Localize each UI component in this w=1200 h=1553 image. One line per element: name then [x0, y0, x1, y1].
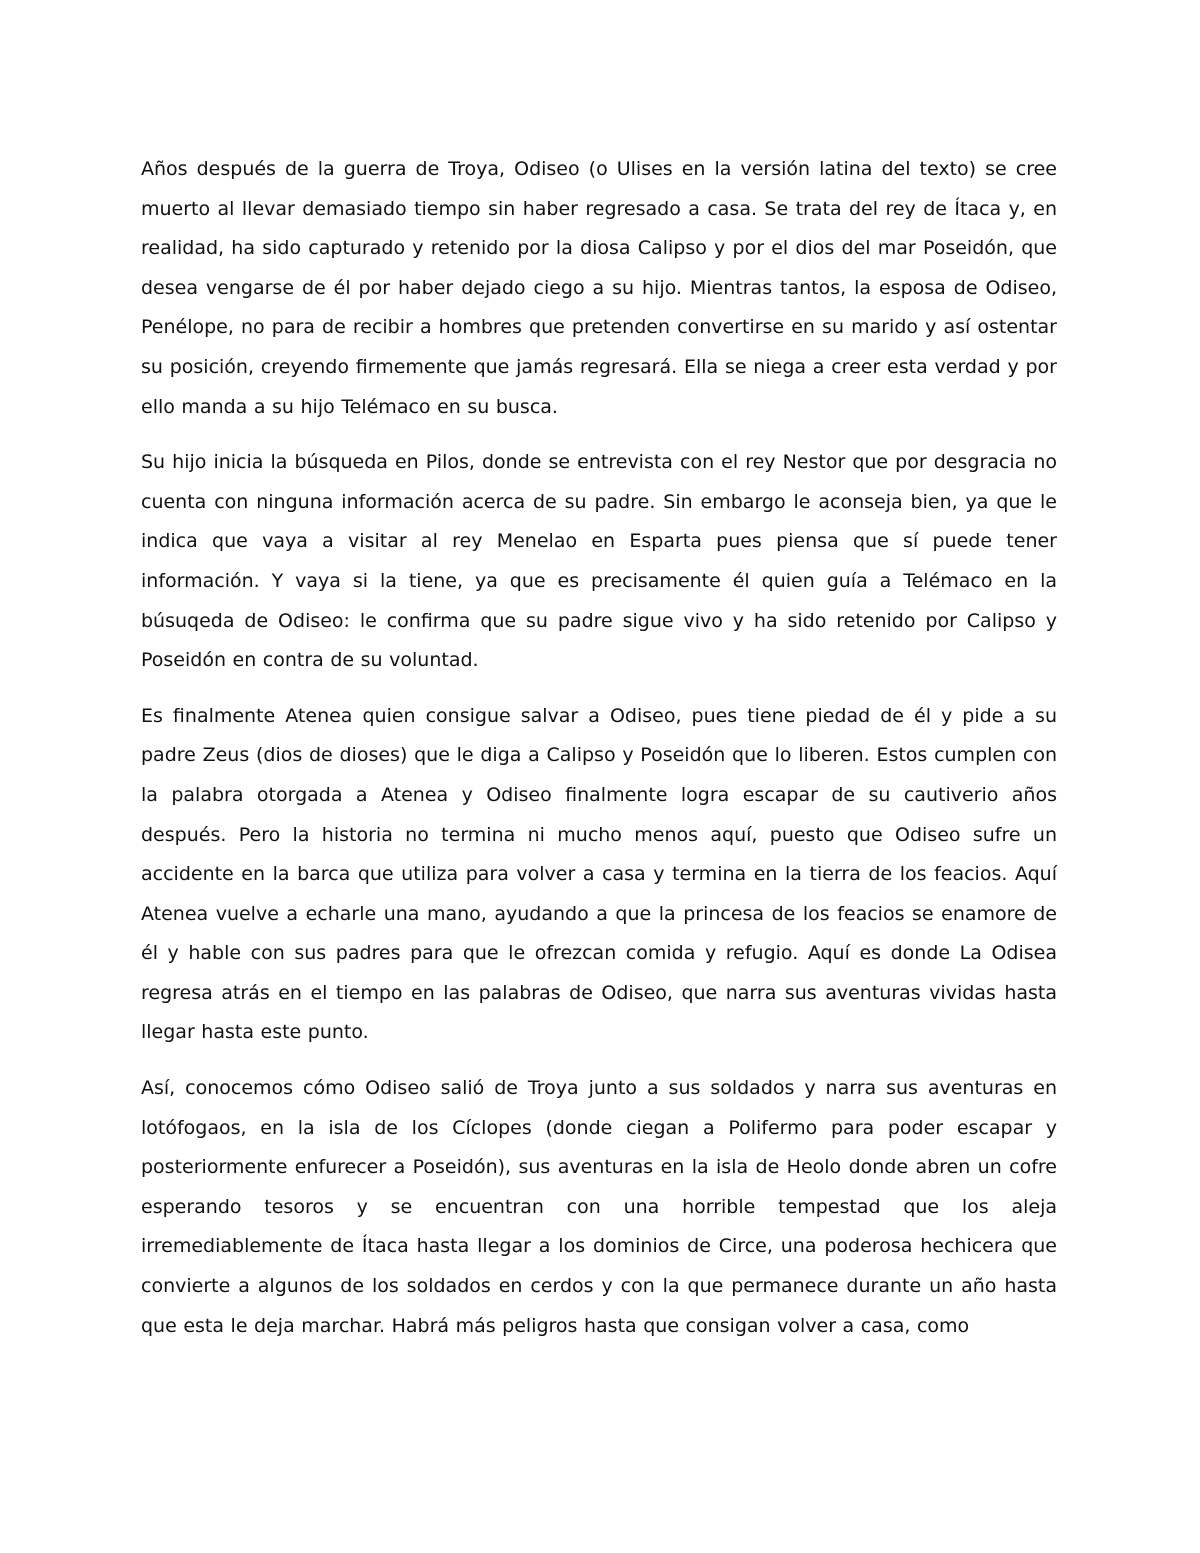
paragraph-1: Años después de la guerra de Troya, Odiseo (o Ulises en la versión latina del texto) se cree muerto al llevar demasiado tiempo sin haber regresado a casa. Se trata del rey de Ítaca y, en realidad, ha sido capturado y retenido por la diosa Calipso y por el dios del mar Poseidón, que desea vengarse de él por haber dejado ciego a su hijo. Mientras tantos, la esposa de Odiseo, Penélope, no para de recibir a hombres que pretenden convertirse en su marido y así ostentar su posición, creyendo firmemente que jamás regresará. Ella se niega a creer esta verdad y por ello manda a su hijo Telémaco en su busca. [141, 158, 1057, 418]
paragraph-2: Su hijo inicia la búsqueda en Pilos, donde se entrevista con el rey Nestor que por desgracia no cuenta con ninguna información acerca de su padre. Sin embargo le aconseja bien, ya que le indica que vaya a visitar al rey Menelao en Esparta pues piensa que sí puede tener información. Y vaya si la tiene, ya que es precisamente él quien guía a Telémaco en la búsuqeda de Odiseo: le confirma que su padre sigue vivo y ha sido retenido por Calipso y Poseidón en contra de su voluntad. [141, 451, 1057, 672]
paragraph-3: Es finalmente Atenea quien consigue salvar a Odiseo, pues tiene piedad de él y pide a su padre Zeus (dios de dioses) que le diga a Calipso y Poseidón que lo liberen. Estos cumplen con la palabra otorgada a Atenea y Odiseo finalmente logra escapar de su cautiverio años después. Pero la historia no termina ni mucho menos aquí, puesto que Odiseo sufre un accidente en la barca que utiliza para volver a casa y termina en la tierra de los feacios. Aquí Atenea vuelve a echarle una mano, ayudando a que la princesa de los feacios se enamore de él y hable con sus padres para que le ofrezcan comida y refugio. Aquí es donde La Odisea regresa atrás en el tiempo en las palabras de Odiseo, que narra sus aventuras vividas hasta llegar hasta este punto. [141, 704, 1057, 1044]
document-body [141, 150, 1057, 1362]
paragraph-4: Así, conocemos cómo Odiseo salió de Troya junto a sus soldados y narra sus aventuras en lotófogaos, en la isla de los Cíclopes (donde ciegan a Polifermo para poder escapar y posteriormente enfurecer a Poseidón), sus aventuras en la isla de Heolo donde abren un cofre esperando tesoros y se encuentran con una horrible tempestad que los aleja irremediablemente de Ítaca hasta llegar a los dominios de Circe, una poderosa hechicera que convierte a algunos de los soldados en cerdos y con la que permanece durante un año hasta que esta le deja marchar. Habrá más peligros hasta que consigan volver a casa, como [141, 1077, 1057, 1337]
